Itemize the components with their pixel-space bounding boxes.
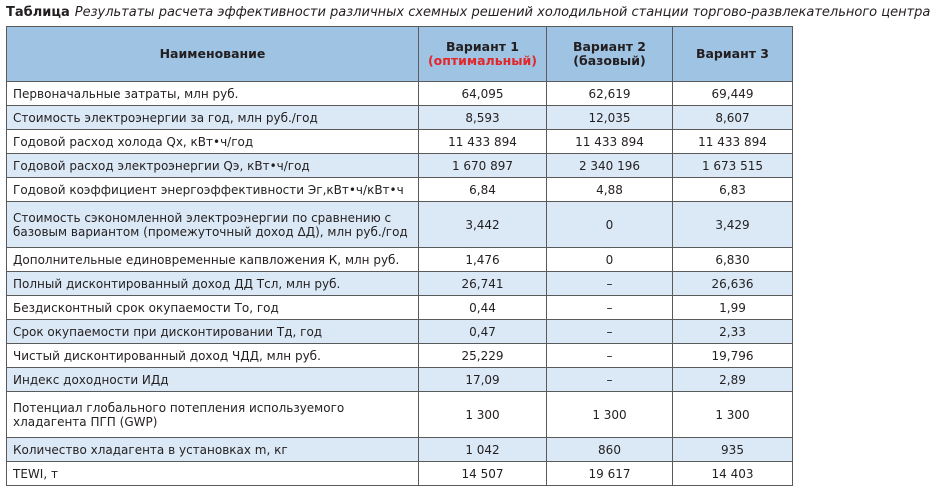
cell-variant-2: – [547,344,673,368]
cell-variant-3: 2,33 [673,320,793,344]
table-row [7,154,793,178]
results-table [6,26,793,486]
cell-variant-2: 860 [547,438,673,462]
cell-variant-1: 0,44 [419,296,547,320]
row-name: Стоимость сэкономленной электроэнергии по сравнению с базовым вариантом (промежуточный доход ΔД), млн руб./год [7,202,419,248]
row-name: Количество хладагента в установках m, кг [7,438,419,462]
table-row [7,320,793,344]
cell-variant-3: 6,830 [673,248,793,272]
cell-variant-1: 11 433 894 [419,130,547,154]
table-row [7,202,793,248]
cell-variant-3: 6,83 [673,178,793,202]
row-name: Стоимость электроэнергии за год, млн руб./год [7,106,419,130]
cell-variant-1: 1 300 [419,392,547,438]
cell-variant-2: – [547,368,673,392]
header-name-label: Наименование [159,46,266,61]
header-variant-1-label: Вариант 1 [445,39,520,54]
cell-variant-3: 11 433 894 [673,130,793,154]
cell-variant-3: 935 [673,438,793,462]
cell-variant-3: 69,449 [673,82,793,106]
row-name: Годовой расход электроэнергии Qэ, кВт•ч/год [7,154,419,178]
header-variant-1-note: (оптимальный) [427,53,538,68]
row-name: Годовой расход холода Qх, кВт•ч/год [7,130,419,154]
cell-variant-2: 19 617 [547,462,673,486]
cell-variant-3: 1,99 [673,296,793,320]
table-row [7,392,793,438]
cell-variant-3: 26,636 [673,272,793,296]
table-caption [0,0,930,25]
cell-variant-3: 1 300 [673,392,793,438]
row-name: Чистый дисконтированный доход ЧДД, млн руб. [7,344,419,368]
table-row [7,130,793,154]
cell-variant-1: 8,593 [419,106,547,130]
cell-variant-3: 3,429 [673,202,793,248]
row-name: Срок окупаемости при дисконтировании Тд, год [7,320,419,344]
cell-variant-2: 2 340 196 [547,154,673,178]
table-row [7,344,793,368]
header-variant-3 [673,27,793,82]
caption-label: Таблица [6,5,70,20]
cell-variant-2: – [547,296,673,320]
header-variant-1 [419,27,547,82]
cell-variant-3: 1 673 515 [673,154,793,178]
header-variant-2-label: Вариант 2 [572,39,647,54]
cell-variant-2: 4,88 [547,178,673,202]
cell-variant-1: 1 670 897 [419,154,547,178]
cell-variant-1: 0,47 [419,320,547,344]
header-name [7,27,419,82]
caption-text: Результаты расчета эффективности различных схемных решений холодильной станции торгово-развлекательного центра [74,5,930,20]
row-name: Годовой коэффициент энергоэффективности Эг,кВт•ч/кВт•ч [7,178,419,202]
cell-variant-1: 3,442 [419,202,547,248]
cell-variant-2: 11 433 894 [547,130,673,154]
row-name: Дополнительные единовременные капвложения К, млн руб. [7,248,419,272]
cell-variant-1: 26,741 [419,272,547,296]
cell-variant-2: 0 [547,248,673,272]
header-variant-2-note: (базовый) [573,53,646,68]
header-variant-3-label: Вариант 3 [695,46,770,61]
cell-variant-3: 8,607 [673,106,793,130]
cell-variant-3: 19,796 [673,344,793,368]
cell-variant-2: – [547,272,673,296]
cell-variant-1: 17,09 [419,368,547,392]
table-row [7,248,793,272]
table-row [7,368,793,392]
row-name: TEWI, т [7,462,419,486]
cell-variant-2: 0 [547,202,673,248]
cell-variant-2: 12,035 [547,106,673,130]
cell-variant-2: – [547,320,673,344]
cell-variant-2: 1 300 [547,392,673,438]
cell-variant-1: 25,229 [419,344,547,368]
table-row [7,296,793,320]
table-row [7,82,793,106]
row-name: Полный дисконтированный доход ДД Тсл, млн руб. [7,272,419,296]
table-row [7,438,793,462]
cell-variant-2: 62,619 [547,82,673,106]
row-name: Потенциал глобального потепления используемого хладагента ПГП (GWP) [7,392,419,438]
table-row [7,178,793,202]
row-name: Бездисконтный срок окупаемости То, год [7,296,419,320]
table-row [7,106,793,130]
table-row [7,462,793,486]
cell-variant-3: 2,89 [673,368,793,392]
cell-variant-1: 64,095 [419,82,547,106]
cell-variant-3: 14 403 [673,462,793,486]
cell-variant-1: 1 042 [419,438,547,462]
table-row [7,272,793,296]
cell-variant-1: 14 507 [419,462,547,486]
table-header-row [7,27,793,82]
header-variant-2 [547,27,673,82]
cell-variant-1: 1,476 [419,248,547,272]
row-name: Индекс доходности ИДд [7,368,419,392]
row-name: Первоначальные затраты, млн руб. [7,82,419,106]
cell-variant-1: 6,84 [419,178,547,202]
